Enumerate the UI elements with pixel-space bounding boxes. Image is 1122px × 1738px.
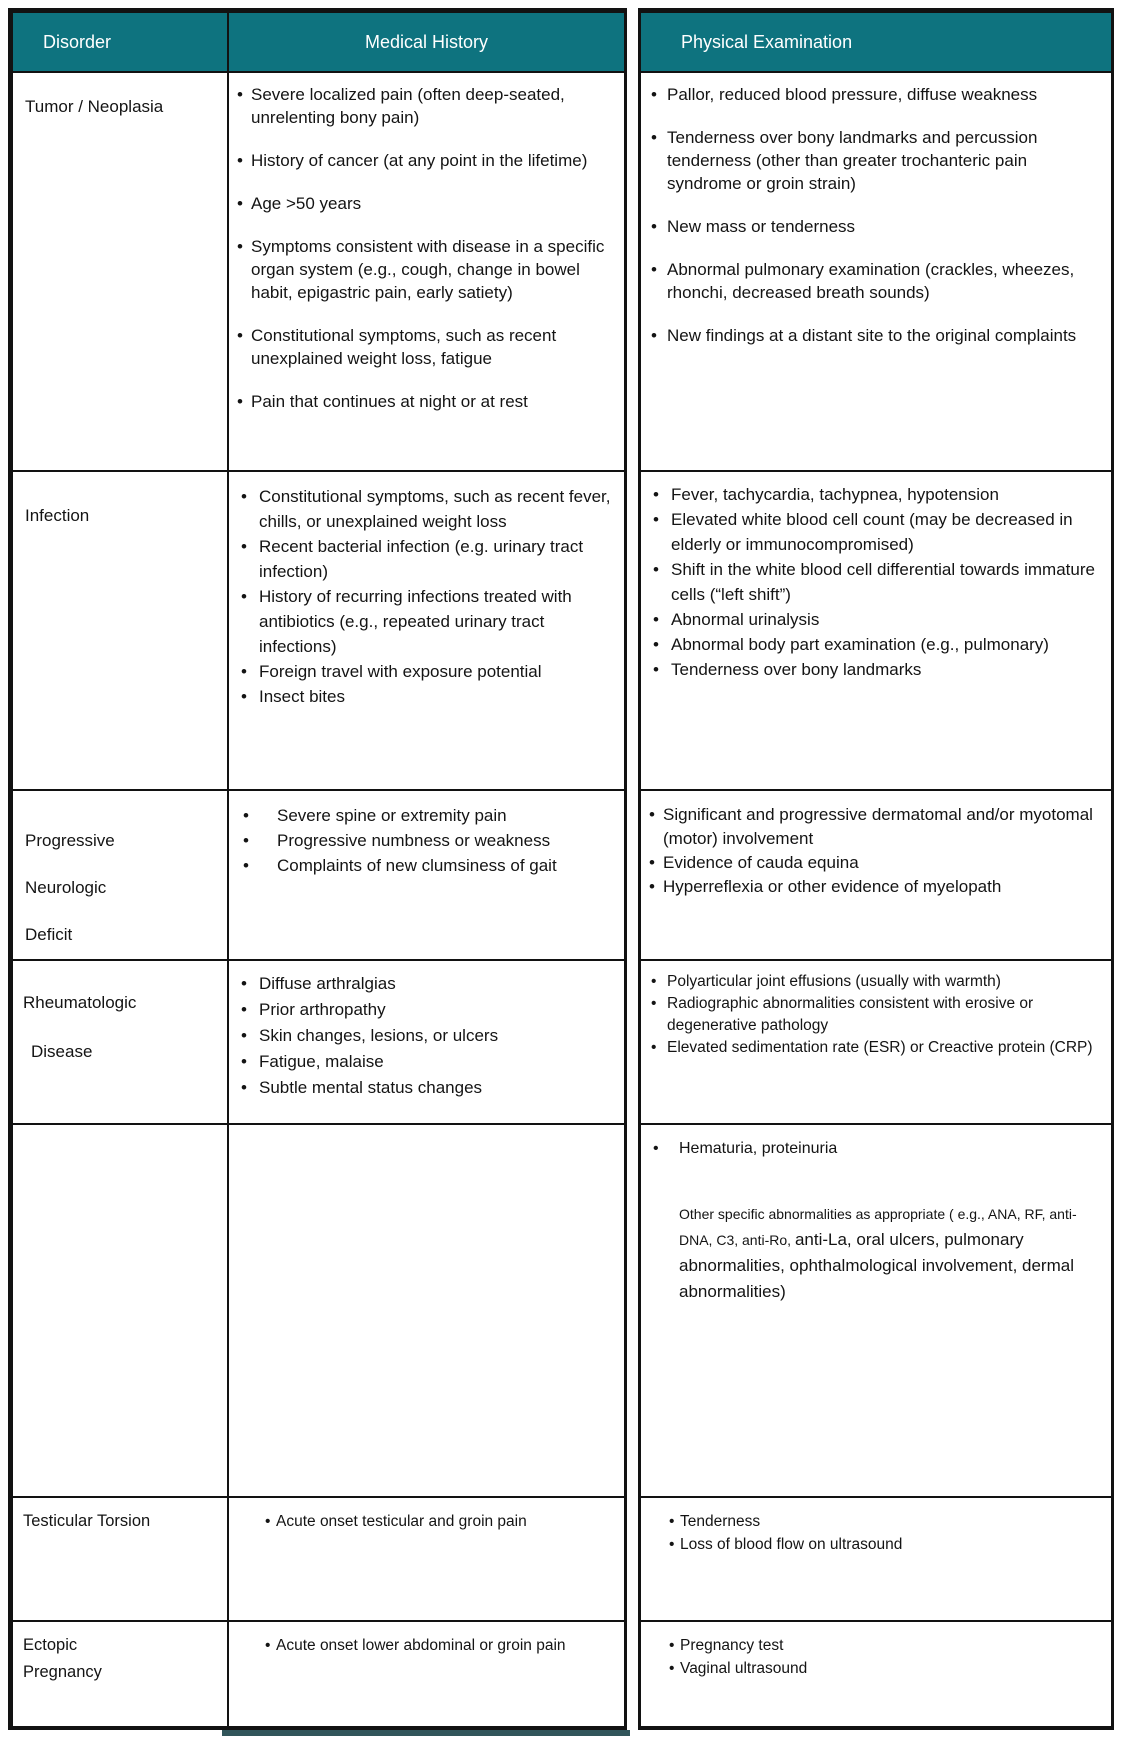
- bullet-item: [651, 258, 1103, 304]
- bullet-text: Tenderness over bony landmarks and percussion tenderness (other than greater trochanteric pain syndrome or groin strain): [667, 128, 1038, 193]
- bullet-text: Diffuse arthralgias: [259, 974, 396, 993]
- bullet-icon: •: [241, 1026, 247, 1045]
- bullet-text: Constitutional symptoms, such as recent unexplained weight loss, fatigue: [251, 326, 557, 368]
- bullet-item: [653, 632, 1103, 657]
- bullet-item: [669, 1634, 1103, 1657]
- bullet-item: [237, 235, 618, 304]
- bullet-text: Foreign travel with exposure potential: [259, 662, 542, 681]
- bullet-icon: •: [651, 217, 657, 236]
- bullet-text: Severe spine or extremity pain: [277, 806, 507, 825]
- bullet-item: [241, 1023, 618, 1049]
- bullet-icon: •: [237, 237, 243, 256]
- bullet-item: [237, 149, 618, 172]
- bullet-item: [669, 1657, 1103, 1680]
- bullet-icon: •: [651, 326, 657, 345]
- bullet-item: [651, 83, 1103, 106]
- bullet-text: Pain that continues at night or at rest: [251, 392, 528, 411]
- bullet-icon: •: [651, 973, 657, 990]
- bullet-item: [241, 997, 618, 1023]
- bullet-item: [669, 1510, 1103, 1533]
- bullet-text: Insect bites: [259, 687, 345, 706]
- bullet-icon: •: [243, 806, 249, 825]
- bullet-text: Elevated white blood cell count (may be decreased in elderly or immunocompromised): [671, 510, 1073, 554]
- pe-extra-paragraph: [679, 1202, 1093, 1305]
- bullet-icon: •: [669, 1513, 675, 1530]
- row-infection-pe: [641, 472, 1111, 791]
- bullet-text: Abnormal urinalysis: [671, 610, 820, 629]
- disorder-cell: [13, 472, 229, 789]
- bullet-icon: •: [237, 194, 243, 213]
- bullet-icon: •: [241, 537, 247, 556]
- disorder-label-line: Rheumatologic: [23, 993, 137, 1012]
- bullet-item: [649, 1137, 1103, 1160]
- bullet-item: [237, 390, 618, 413]
- bullet-icon: •: [237, 151, 243, 170]
- bullet-item: [651, 1037, 1103, 1059]
- triage-table-left: [8, 8, 627, 1730]
- physical-exam-cell: [641, 1125, 1111, 1496]
- medical-history-cell-empty: [229, 1125, 624, 1496]
- disorder-label-line: Ectopic: [23, 1636, 78, 1654]
- disorder-header-label: Disorder: [43, 31, 112, 52]
- bullet-item: [651, 324, 1103, 347]
- bullet-text: Progressive numbness or weakness: [277, 831, 551, 850]
- bullet-text: Vaginal ultrasound: [680, 1660, 808, 1677]
- bullet-item: [241, 1075, 618, 1101]
- bullet-icon: •: [237, 392, 243, 411]
- bullet-text: Constitutional symptoms, such as recent fever, chills, or unexplained weight loss: [259, 487, 611, 531]
- row-tumor-neoplasia-pe: [641, 73, 1111, 472]
- bullet-text: Complaints of new clumsiness of gait: [277, 856, 557, 875]
- bullet-text: Age >50 years: [251, 194, 362, 213]
- bullet-icon: •: [669, 1637, 675, 1654]
- bullet-text: History of cancer (at any point in the lifetime): [251, 151, 588, 170]
- bullet-item: [241, 659, 618, 684]
- row-ectopic-pregnancy: [13, 1622, 624, 1726]
- header-row: [13, 13, 624, 73]
- bullet-item: [241, 534, 618, 584]
- bullet-icon: •: [237, 85, 243, 104]
- medical-history-cell: [229, 472, 624, 789]
- disorder-label-line: Deficit: [25, 925, 73, 944]
- bullet-item: [237, 324, 618, 370]
- bullet-item: [649, 803, 1103, 851]
- pe-extra-large-text: anti-La, oral ulcers, pulmonary abnormalities, ophthalmological involvement, dermal abnormalities): [679, 1230, 1074, 1301]
- physical-exam-cell: [641, 791, 1111, 959]
- bullet-text: Subtle mental status changes: [259, 1078, 483, 1097]
- bullet-text: Loss of blood flow on ultrasound: [680, 1536, 903, 1553]
- bullet-item: [649, 875, 1103, 899]
- row-progressive-neurologic-deficit: [13, 791, 624, 961]
- bullet-icon: •: [265, 1513, 271, 1530]
- bullet-item: [653, 507, 1103, 557]
- physical-exam-cell: [641, 472, 1111, 789]
- bullet-icon: •: [669, 1536, 675, 1553]
- bottom-edge-strip: [222, 1730, 630, 1736]
- row-rheumatologic-disease: [13, 961, 624, 1125]
- disorder-cell: [13, 791, 229, 959]
- bullet-text: Acute onset lower abdominal or groin pain: [276, 1637, 566, 1654]
- bullet-text: Abnormal pulmonary examination (crackles, wheezes, rhonchi, decreased breath sounds): [667, 260, 1075, 302]
- bullet-item: [237, 803, 618, 828]
- bullet-icon: •: [241, 587, 247, 606]
- bullet-text: Pallor, reduced blood pressure, diffuse weakness: [667, 85, 1038, 104]
- bullet-icon: •: [649, 805, 655, 824]
- bullet-item: [237, 828, 618, 853]
- disorder-label-line: Neurologic: [25, 878, 107, 897]
- bullet-text: Radiographic abnormalities consistent with erosive or degenerative pathology: [667, 995, 1034, 1034]
- bullet-item: [651, 126, 1103, 195]
- bullet-text: Acute onset testicular and groin pain: [276, 1513, 527, 1530]
- bullet-text: Elevated sedimentation rate (ESR) or Creactive protein (CRP): [667, 1039, 1093, 1056]
- row-infection: [13, 472, 624, 791]
- bullet-text: Polyarticular joint effusions (usually with warmth): [667, 973, 1001, 990]
- bullet-icon: •: [669, 1660, 675, 1677]
- medical-history-cell: [229, 73, 624, 470]
- bullet-text: Shift in the white blood cell differential towards immature cells (“left shift”): [671, 560, 1095, 604]
- disorder-cell: [13, 961, 229, 1123]
- bullet-icon: •: [653, 1140, 659, 1157]
- disorder-label: Testicular Torsion: [23, 1512, 151, 1530]
- disorder-label-line: Progressive: [25, 831, 115, 850]
- bullet-item: [653, 482, 1103, 507]
- pe-extra-small-text: Other specific abnormalities as appropriate ( e.g., ANA, RF, anti-DNA, C3, anti-Ro,: [679, 1206, 1077, 1248]
- medical-history-cell: [229, 1498, 624, 1620]
- bullet-text: Tenderness: [680, 1513, 761, 1530]
- bullet-icon: •: [653, 485, 659, 504]
- bullet-icon: •: [653, 660, 659, 679]
- row-rheumatologic-disease-pe: [641, 961, 1111, 1125]
- bullet-text: History of recurring infections treated with antibiotics (e.g., repeated urinary tract infections): [259, 587, 572, 656]
- bullet-icon: •: [241, 974, 247, 993]
- medical-history-column-header: [229, 13, 624, 71]
- bullet-text: New findings at a distant site to the original complaints: [667, 326, 1077, 345]
- row-progressive-neurologic-deficit-pe: [641, 791, 1111, 961]
- bullet-icon: •: [241, 487, 247, 506]
- row-unlabeled-pe: [641, 1125, 1111, 1498]
- disorder-cell-empty: [13, 1125, 229, 1496]
- disorder-label-line: Disease: [31, 1042, 93, 1061]
- bullet-text: Prior arthropathy: [259, 1000, 386, 1019]
- physical-exam-cell: [641, 961, 1111, 1123]
- bullet-text: Abnormal body part examination (e.g., pulmonary): [671, 635, 1049, 654]
- bullet-text: Severe localized pain (often deep-seated, unrelenting bony pain): [251, 85, 565, 127]
- bullet-icon: •: [649, 877, 655, 896]
- bullet-text: Fatigue, malaise: [259, 1052, 384, 1071]
- bullet-icon: •: [651, 128, 657, 147]
- row-ectopic-pregnancy-pe: [641, 1622, 1111, 1726]
- medical-history-cell: [229, 1622, 624, 1726]
- bullet-text: Evidence of cauda equina: [663, 853, 859, 872]
- bullet-item: [669, 1533, 1103, 1556]
- row-tumor-neoplasia: [13, 73, 624, 472]
- bullet-icon: •: [651, 995, 657, 1012]
- bullet-icon: •: [241, 687, 247, 706]
- bullet-icon: •: [243, 856, 249, 875]
- disorder-cell: [13, 1498, 229, 1620]
- bullet-icon: •: [241, 1000, 247, 1019]
- bullet-item: [265, 1510, 618, 1533]
- bullet-text: Pregnancy test: [680, 1637, 784, 1654]
- bullet-text: Significant and progressive dermatomal and/or myotomal (motor) involvement: [663, 805, 1093, 848]
- bullet-item: [241, 484, 618, 534]
- medical-history-header-label: Medical History: [364, 31, 489, 52]
- bullet-item: [653, 607, 1103, 632]
- bullet-item: [265, 1634, 618, 1657]
- bullet-item: [241, 684, 618, 709]
- bullet-text: Hematuria, proteinuria: [679, 1140, 838, 1157]
- disorder-cell: [13, 1622, 229, 1726]
- triage-table-right: [638, 8, 1114, 1730]
- disorder-label-line: Pregnancy: [23, 1663, 102, 1681]
- physical-exam-cell: [641, 73, 1111, 470]
- row-testicular-torsion: [13, 1498, 624, 1622]
- bullet-text: Recent bacterial infection (e.g. urinary tract infection): [259, 537, 584, 581]
- bullet-text: Fever, tachycardia, tachypnea, hypotension: [671, 485, 999, 504]
- bullet-item: [653, 557, 1103, 607]
- bullet-text: Skin changes, lesions, or ulcers: [259, 1026, 499, 1045]
- bullet-item: [651, 215, 1103, 238]
- physical-examination-header-label: Physical Examination: [681, 31, 853, 52]
- bullet-icon: •: [653, 610, 659, 629]
- bullet-icon: •: [651, 85, 657, 104]
- bullet-icon: •: [651, 260, 657, 279]
- bullet-icon: •: [653, 560, 659, 579]
- medical-history-cell: [229, 961, 624, 1123]
- bullet-item: [241, 971, 618, 997]
- bullet-icon: •: [241, 1078, 247, 1097]
- disorder-column-header: [13, 13, 229, 71]
- bullet-text: Hyperreflexia or other evidence of myelopath: [663, 877, 1002, 896]
- row-unlabeled: [13, 1125, 624, 1498]
- bullet-item: [651, 993, 1103, 1037]
- bullet-item: [651, 971, 1103, 993]
- bullet-item: [653, 657, 1103, 682]
- bullet-item: [241, 584, 618, 659]
- disorder-cell: [13, 73, 229, 470]
- bullet-icon: •: [265, 1637, 271, 1654]
- disorder-label: Infection: [25, 506, 90, 525]
- bullet-item: [237, 83, 618, 129]
- bullet-text: Symptoms consistent with disease in a specific organ system (e.g., cough, change in bowel habit, epigastric pain, early satiety): [251, 237, 605, 302]
- bullet-item: [237, 192, 618, 215]
- bullet-icon: •: [241, 662, 247, 681]
- bullet-icon: •: [653, 635, 659, 654]
- bullet-icon: •: [241, 1052, 247, 1071]
- bullet-item: [237, 853, 618, 878]
- disorder-label: Tumor / Neoplasia: [25, 97, 164, 116]
- bullet-item: [241, 1049, 618, 1075]
- bullet-item: [649, 851, 1103, 875]
- bullet-icon: •: [237, 326, 243, 345]
- physical-examination-column-header: [641, 13, 1111, 71]
- header-row: [641, 13, 1111, 73]
- bullet-text: New mass or tenderness: [667, 217, 856, 236]
- physical-exam-cell: [641, 1498, 1111, 1620]
- bullet-icon: •: [243, 831, 249, 850]
- medical-history-cell: [229, 791, 624, 959]
- bullet-icon: •: [653, 510, 659, 529]
- physical-exam-cell: [641, 1622, 1111, 1726]
- bullet-icon: •: [651, 1039, 657, 1056]
- row-testicular-torsion-pe: [641, 1498, 1111, 1622]
- bullet-icon: •: [649, 853, 655, 872]
- bullet-text: Tenderness over bony landmarks: [671, 660, 922, 679]
